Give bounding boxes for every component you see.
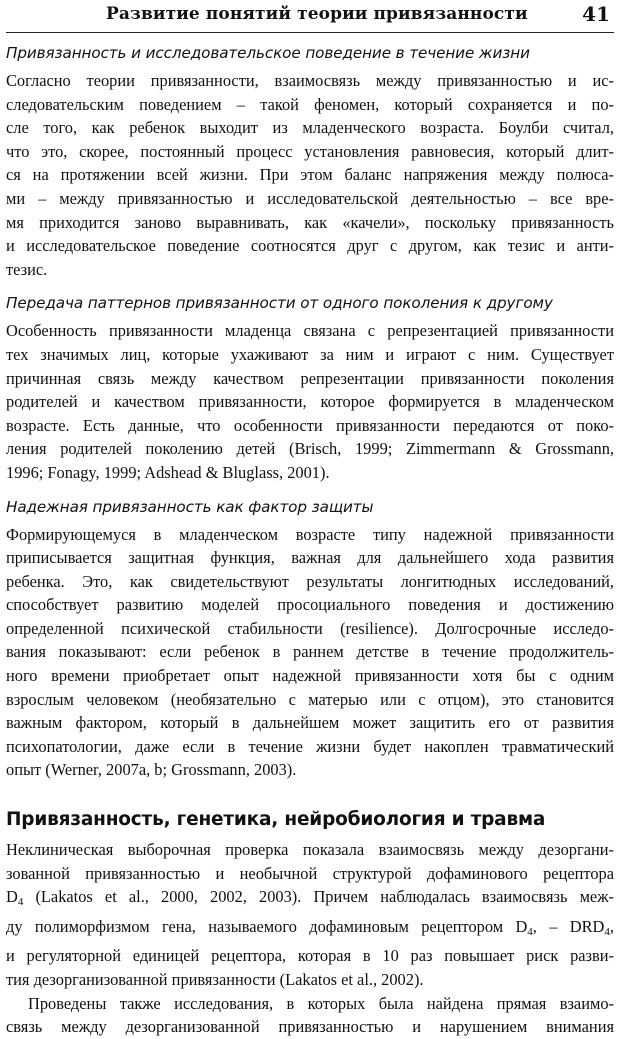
text-line: мя приходится заново выравнивать, как «качели», поскольку привязанность bbox=[6, 212, 614, 232]
text-line: связь между дезорганизованной привязанностью и нарушением внимания bbox=[6, 1017, 614, 1037]
running-header bbox=[6, 0, 614, 33]
running-title: Развитие понятий теории привязанности bbox=[106, 4, 528, 24]
text-line: зованной привязанностью и необычной структурой дофаминового рецептора bbox=[6, 863, 614, 883]
text-line: ного времени приобретает опыт надежной привязанности хотя бы с одним bbox=[6, 666, 614, 686]
text-fragment: , – DRD bbox=[532, 916, 605, 936]
text-fragment: , bbox=[609, 916, 614, 936]
subheading-transmission: Передача паттернов привязанности от одного поколения к другому bbox=[6, 294, 553, 313]
text-line: тезис. bbox=[6, 259, 48, 279]
text-line: ми – между привязанностью и исследовательской деятельностью – все вре- bbox=[6, 188, 614, 208]
subheading-exploration: Привязанность и исследовательское поведение в течение жизни bbox=[6, 44, 530, 62]
text-line: Согласно теории привязанности, взаимосвязь между привязанностью и ис- bbox=[6, 71, 614, 90]
text-line: важным фактором, который в дальнейшем может защитить его от развития bbox=[6, 713, 614, 733]
text-fragment: (Lakatos et al., 2000, 2002, 2003). Причем наблюдалась взаимосвязь меж- bbox=[23, 887, 614, 907]
text-line: взрослым человеком (необязательно с матерью или с отцом), это становится bbox=[6, 689, 614, 709]
text-line: ления родителей поколению детей (Brisch, 1999; Zimmermann & Grossmann, bbox=[6, 439, 614, 459]
text-line: Проведены также исследования, в которых была найдена прямая взаимо- bbox=[28, 993, 614, 1013]
text-line: возрасте. Есть данные, что особенности привязанности передаются от поко- bbox=[6, 415, 614, 435]
paragraph-genetics bbox=[6, 838, 614, 992]
text-line bbox=[6, 885, 614, 915]
text-line: 1996; Fonagy, 1999; Adshead & Bluglass, 2001). bbox=[6, 462, 330, 482]
text-line: определенной психической стабильности (resilience). Долгосрочные исследо- bbox=[6, 618, 614, 638]
paragraph-protection bbox=[6, 523, 614, 783]
text-line: причинная связь между качеством репрезентации привязанности поколения bbox=[6, 368, 614, 388]
page-number: 41 bbox=[582, 2, 610, 26]
text-line: Особенность привязанности младенца связана с репрезентацией привязанности bbox=[6, 321, 614, 341]
text-line: сле того, как ребенок выходит из младенческого возраста. Боулби считал, bbox=[6, 118, 614, 138]
paragraph-transmission bbox=[6, 319, 614, 484]
text-line: ребенка. Это, как свидетельствуют результаты лонгитюдных исследований, bbox=[6, 571, 614, 591]
text-line: способствует развитию моделей просоциального поведения и достижению bbox=[6, 595, 614, 615]
text-line: приписывается защитная функция, важная для дальнейшего хода развития bbox=[6, 548, 614, 568]
paragraph-attention bbox=[6, 992, 614, 1039]
receptor-subscript: 4 bbox=[527, 925, 533, 938]
receptor-subscript: 4 bbox=[604, 925, 610, 938]
receptor-symbol: D bbox=[6, 887, 18, 907]
text-line: психопатологии, даже если в течение жизни будет накоплен травматический bbox=[6, 736, 614, 756]
text-line: вания показывают: если ребенок в раннем детстве в течение продолжитель- bbox=[6, 642, 614, 662]
text-line: тия дезорганизованной привязанности (Lakatos et al., 2002). bbox=[6, 970, 424, 989]
text-line: ся на протяжении всей жизни. При этом баланс напряжения между полюса- bbox=[6, 165, 614, 185]
text-line: следовательским поведением – такой феномен, который сохраняется и по- bbox=[6, 94, 614, 114]
text-line: Неклиническая выборочная проверка показала взаимосвязь между дезоргани- bbox=[6, 840, 614, 860]
book-page bbox=[6, 0, 614, 1039]
section-heading-genetics: Привязанность, генетика, нейробиология и травма bbox=[6, 809, 546, 831]
text-line: Формирующемуся в младенческом возрасте типу надежной привязанности bbox=[6, 524, 614, 544]
text-line: опыт (Werner, 2007a, b; Grossmann, 2003). bbox=[6, 760, 297, 780]
text-line: и регуляторной единицей рецептора, которая в 10 раз повышает риск разви- bbox=[6, 946, 614, 966]
paragraph-exploration bbox=[6, 69, 614, 281]
receptor-subscript: 4 bbox=[17, 896, 24, 909]
subheading-protection: Надежная привязанность как фактор защиты bbox=[6, 497, 374, 516]
text-line: родителей и качеством привязанности, которое формируется в младенческом bbox=[6, 392, 614, 412]
text-line: тех значимых лиц, которые ухаживают за ним и играют с ним. Существует bbox=[6, 344, 614, 364]
text-line: что это, скорее, постоянный процесс установления равновесия, который длит- bbox=[6, 141, 614, 161]
text-fragment: ду полиморфизмом гена, называемого дофаминовым рецептором D bbox=[6, 916, 528, 936]
text-line bbox=[6, 915, 614, 945]
text-line: и исследовательское поведение соотносятся друг с другом, как тезис и анти- bbox=[6, 236, 614, 256]
